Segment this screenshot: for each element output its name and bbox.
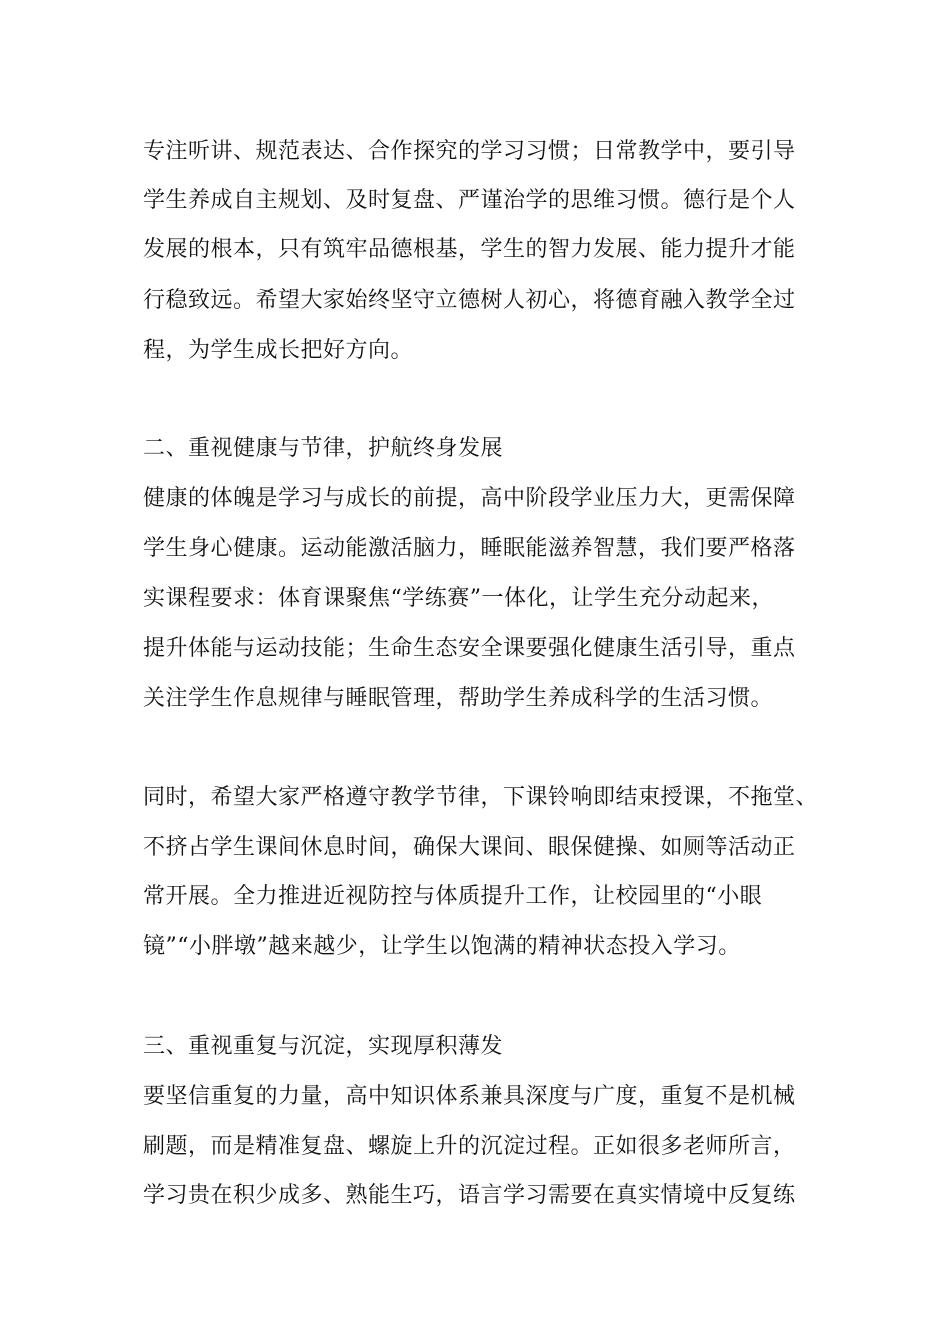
paragraph-line: 实课程要求：体育课聚焦“学练赛”一体化，让学生充分动起来， (143, 586, 774, 611)
paragraph-line: 行稳致远。希望大家始终坚守立德树人初心，将德育融入教学全过 (143, 288, 796, 313)
paragraph-line: 学生身心健康。运动能激活脑力，睡眠能滋养智慧，我们要严格落 (143, 536, 796, 561)
paragraph-line: 发展的根本，只有筑牢品德根基，学生的智力发展、能力提升才能 (143, 237, 796, 262)
section-heading: 二、重视健康与节律，护航终身发展 (143, 436, 504, 461)
paragraph-line: 学习贵在积少成多、熟能生巧，语言学习需要在真实情境中反复练 (143, 1183, 796, 1208)
paragraph-line: 不挤占学生课间休息时间，确保大课间、眼保健操、如厕等活动正 (143, 835, 796, 860)
paragraph-line: 要坚信重复的力量，高中知识体系兼具深度与广度，重复不是机械 (143, 1084, 796, 1109)
paragraph-line: 学生养成自主规划、及时复盘、严谨治学的思维习惯。德行是个人 (143, 188, 796, 213)
section-heading: 三、重视重复与沉淀，实现厚积薄发 (143, 1034, 504, 1059)
paragraph-line: 提升体能与运动技能；生命生态安全课要强化健康生活引导，重点 (143, 636, 796, 661)
paragraph-line: 刷题，而是精准复盘、螺旋上升的沉淀过程。正如很多老师所言， (143, 1134, 796, 1159)
paragraph-line: 常开展。全力推进近视防控与体质提升工作，让校园里的“小眼 (143, 884, 763, 909)
paragraph-line: 同时，希望大家严格遵守教学节律，下课铃响即结束授课，不拖堂、 (143, 785, 819, 810)
paragraph-line: 专注听讲、规范表达、合作探究的学习习惯；日常教学中，要引导 (143, 139, 796, 164)
paragraph-line: 关注学生作息规律与睡眠管理，帮助学生养成科学的生活习惯。 (143, 686, 774, 711)
paragraph-line: 镜”“小胖墩”越来越少，让学生以饱满的精神状态投入学习。 (143, 934, 741, 959)
paragraph-line: 健康的体魄是学习与成长的前提，高中阶段学业压力大，更需保障 (143, 486, 796, 511)
paragraph-line: 程，为学生成长把好方向。 (143, 338, 414, 363)
